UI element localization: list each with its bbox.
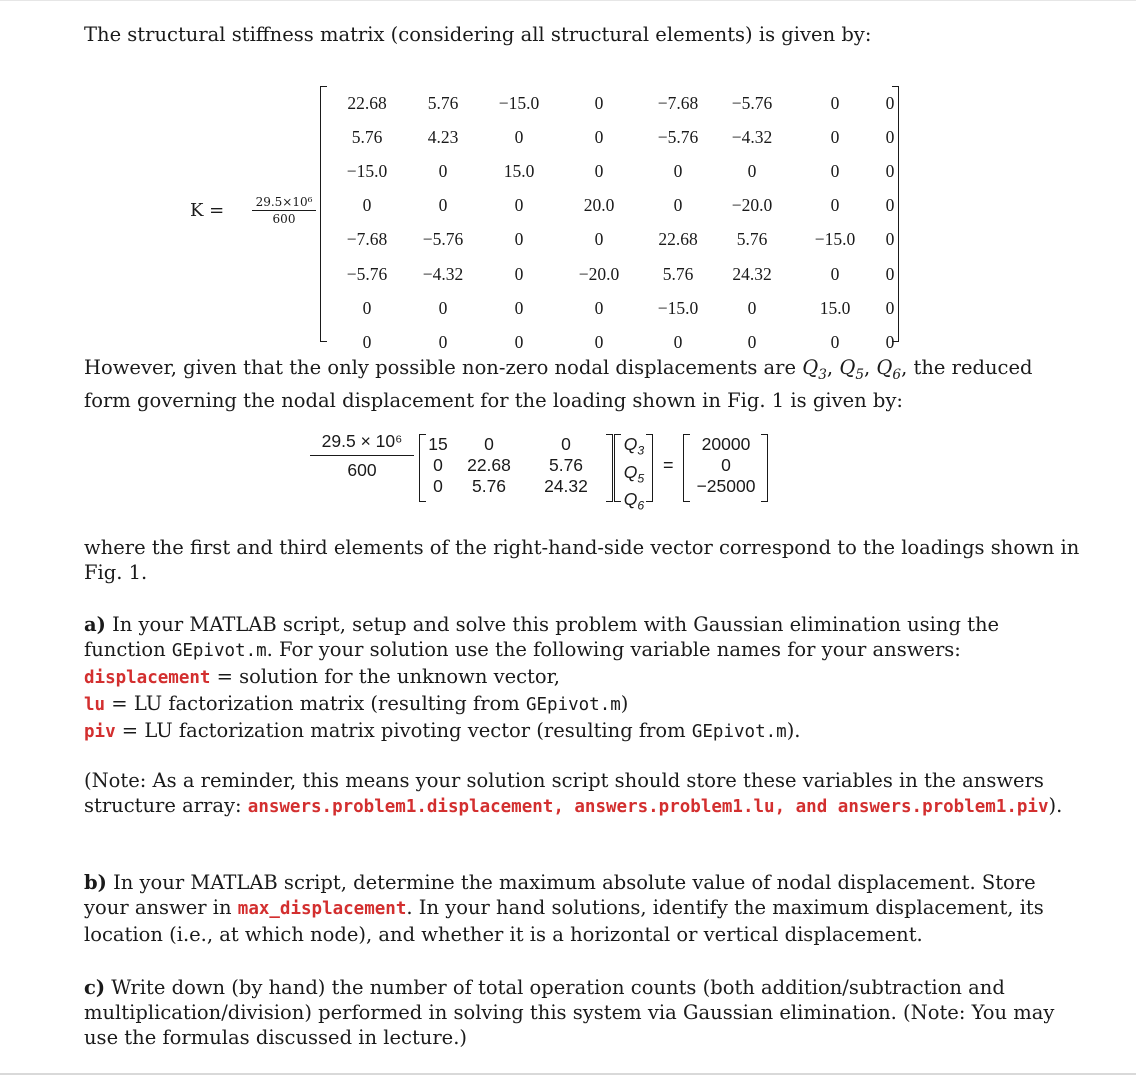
stiffness-row <box>326 257 896 291</box>
reduced-cell: 0 <box>561 434 571 454</box>
stiffness-row <box>326 154 896 188</box>
reduced-factor <box>310 431 414 481</box>
stiffness-cell: −15.0 <box>346 160 388 181</box>
stiffness-cell: 0 <box>885 195 895 216</box>
unknown-row <box>618 434 650 462</box>
stiffness-cell: 0 <box>747 297 757 318</box>
reduced-factor-denominator: 600 <box>347 460 377 480</box>
stiffness-cell: −15.0 <box>498 92 540 113</box>
reduced-cell: 0 <box>433 455 443 475</box>
part-c-text: Write down (by hand) the number of total operation counts (both addition/subtraction and multiplication/division) performed in solving this system via Gaussian elimination. (Note: You may use the formulas discussed in lecture.) <box>84 976 1055 1049</box>
stiffness-cell: 0 <box>362 195 372 216</box>
stiffness-cell: −15.0 <box>657 297 699 318</box>
q5-symbol: Q <box>839 356 856 379</box>
var-piv-desc-2: ). <box>786 719 801 742</box>
reduced-cell: 5.76 <box>548 455 584 475</box>
unknown-cell: $Q_3$ <box>623 434 645 458</box>
var-piv: piv <box>84 722 116 742</box>
rhs-row <box>688 434 764 455</box>
stiffness-cell: 0 <box>438 160 448 181</box>
stiffness-cell: −4.32 <box>731 126 773 147</box>
however-text-2: the reduced form governing the nodal displacement for the loading shown in Fig. 1 is given by: <box>84 356 1033 412</box>
var-displacement: displacement <box>84 668 211 688</box>
stiffness-cell: −5.76 <box>657 126 699 147</box>
var-displacement-desc: = solution for the unknown vector, <box>210 665 561 688</box>
stiffness-cell: −5.76 <box>422 229 464 250</box>
reduced-cell: 15 <box>428 434 448 454</box>
reduced-factor-numerator: 29.5 × 10⁶ <box>310 431 414 456</box>
stiffness-row <box>326 189 896 223</box>
part-a-matlab: MATLAB <box>189 613 277 636</box>
stiffness-cell: 0 <box>673 195 683 216</box>
stiffness-cell: 0 <box>830 126 840 147</box>
stiffness-cell: 0 <box>594 126 604 147</box>
part-c-paragraph <box>84 975 1084 1050</box>
stiffness-cell: 0 <box>885 160 895 181</box>
part-a-paragraph <box>84 612 1084 745</box>
q6-sub: 6 <box>892 366 902 383</box>
part-b-text-1: In your <box>106 871 191 894</box>
var-lu: lu <box>84 695 106 715</box>
stiffness-factor-denominator: 600 <box>272 212 296 226</box>
stiffness-cell: 0 <box>673 160 683 181</box>
rhs-cell: 0 <box>721 455 731 475</box>
rhs-row <box>688 455 764 476</box>
stiffness-row <box>326 223 896 257</box>
stiffness-cell: 0 <box>594 229 604 250</box>
note-text-2: ). <box>1048 794 1063 817</box>
stiffness-cell: 0 <box>514 263 524 284</box>
stiffness-cell: −5.76 <box>731 92 773 113</box>
part-a-text-3: . For your solution use the following variable names for your answers: <box>266 638 961 661</box>
rhs-row <box>688 476 764 497</box>
var-lu-func: GEpivot.m <box>525 695 621 715</box>
stiffness-cell: 0 <box>514 126 524 147</box>
part-b-text-3: . In your hand solutions, identify the maximum displacement, its location (i.e., at which node), and whether it is a horizontal or vertical displacement. <box>84 896 1044 946</box>
note-text-1: (Note: As a reminder, this means your solution script should store these variables in the answers structure array: <box>84 769 1044 817</box>
unknown-cell: $Q_5$ <box>623 461 645 485</box>
stiffness-cell: 0 <box>514 297 524 318</box>
intro-text: The structural stiffness matrix (considering all structural elements) is given by: <box>84 23 872 46</box>
stiffness-cell: 0 <box>885 92 895 113</box>
stiffness-cell: 0 <box>594 331 604 352</box>
stiffness-cell: 0 <box>594 92 604 113</box>
top-divider <box>0 0 1136 1</box>
stiffness-matrix <box>326 86 896 360</box>
var-piv-desc-1: = LU factorization matrix pivoting vector (resulting from <box>115 719 692 742</box>
stiffness-cell: 0 <box>885 229 895 250</box>
stiffness-cell: 0 <box>885 263 895 284</box>
stiffness-cell: 0 <box>830 160 840 181</box>
stiffness-cell: −7.68 <box>346 229 388 250</box>
rhs-cell: −25000 <box>696 476 756 496</box>
reduced-matrix <box>424 434 606 497</box>
unknown-row <box>618 489 650 517</box>
var-piv-func: GEpivot.m <box>691 722 787 742</box>
part-b-text-2: script, determine the maximum absolute value of nodal displacement. Store your answer in <box>84 871 1036 919</box>
reduced-cell: 24.32 <box>544 476 588 496</box>
stiffness-cell: 5.76 <box>427 92 459 113</box>
part-a-text-1: In your <box>105 613 190 636</box>
stiffness-cell: 0 <box>514 229 524 250</box>
var-lu-desc-1: = LU factorization matrix (resulting from <box>105 692 526 715</box>
rhs-cell: 20000 <box>701 434 751 454</box>
reduced-cell: 0 <box>484 434 494 454</box>
stiffness-cell: −7.68 <box>657 92 699 113</box>
part-c-label: c) <box>84 976 106 999</box>
stiffness-cell: 22.68 <box>347 92 387 113</box>
part-a-func: GEpivot.m <box>171 641 267 661</box>
stiffness-cell: 0 <box>438 297 448 318</box>
stiffness-cell: 0 <box>830 331 840 352</box>
however-paragraph: However, given that the only possible non-zero nodal displacements are $Q_3$, $Q_5$, $Q_6$, the reduced form governing the nodal displacement for the loading shown in Fig. 1 is given by: <box>84 356 1033 412</box>
stiffness-cell: 0 <box>514 195 524 216</box>
stiffness-cell: 5.76 <box>351 126 383 147</box>
stiffness-cell: −5.76 <box>346 263 388 284</box>
unknown-row <box>618 462 650 490</box>
however-text-1: However, given that the only possible non-zero nodal displacements are <box>84 356 803 379</box>
stiffness-cell: 0 <box>438 331 448 352</box>
stiffness-label: K = <box>190 200 225 221</box>
stiffness-cell: 0 <box>438 195 448 216</box>
stiffness-cell: 0 <box>594 297 604 318</box>
stiffness-cell: −20.0 <box>731 195 773 216</box>
stiffness-cell: 0 <box>747 331 757 352</box>
stiffness-cell: 24.32 <box>732 263 772 284</box>
reduced-row <box>424 476 606 497</box>
stiffness-cell: 0 <box>885 331 895 352</box>
stiffness-cell: 0 <box>830 263 840 284</box>
part-a-label: a) <box>84 613 106 636</box>
part-b-paragraph <box>84 870 1084 947</box>
stiffness-cell: 15.0 <box>503 160 535 181</box>
stiffness-cell: 0 <box>747 160 757 181</box>
reduced-cell: 22.68 <box>467 455 511 475</box>
part-b-label: b) <box>84 871 107 894</box>
stiffness-cell: 0 <box>673 331 683 352</box>
unknowns-vector <box>618 434 650 517</box>
reduced-row <box>424 455 606 476</box>
stiffness-cell: 0 <box>362 331 372 352</box>
reduced-cell: 5.76 <box>471 476 507 496</box>
stiffness-cell: −15.0 <box>814 229 856 250</box>
q3-sub: 3 <box>818 366 827 383</box>
stiffness-cell: 20.0 <box>583 195 615 216</box>
stiffness-cell: 0 <box>885 126 895 147</box>
stiffness-cell: 4.23 <box>427 126 459 147</box>
part-b-matlab: MATLAB <box>190 871 278 894</box>
var-max-displacement: max_displacement <box>237 899 407 919</box>
stiffness-cell: 0 <box>885 297 895 318</box>
stiffness-cell: 0 <box>362 297 372 318</box>
stiffness-cell: 5.76 <box>736 229 768 250</box>
stiffness-factor <box>252 195 316 226</box>
stiffness-cell: 15.0 <box>819 297 851 318</box>
stiffness-row <box>326 86 896 120</box>
q6-symbol: Q <box>876 356 893 379</box>
unknown-cell: $Q_6$ <box>623 489 645 513</box>
stiffness-cell: 0 <box>594 160 604 181</box>
part-a-text-2: script, setup and solve this problem with Gaussian elimination using the function <box>84 613 1000 661</box>
rhs-vector <box>688 434 764 497</box>
stiffness-cell: 5.76 <box>662 263 694 284</box>
var-lu-desc-2: ) <box>620 692 629 715</box>
note-code: answers.problem1.displacement, answers.problem1.lu, and answers.problem1.piv <box>247 797 1049 817</box>
stiffness-cell: 22.68 <box>658 229 698 250</box>
equals-sign: = <box>663 455 674 475</box>
q5-sub: 5 <box>855 366 865 383</box>
stiffness-row <box>326 291 896 325</box>
stiffness-cell: 0 <box>830 195 840 216</box>
stiffness-cell: 0 <box>514 331 524 352</box>
reduced-row <box>424 434 606 455</box>
note-paragraph <box>84 768 1084 820</box>
stiffness-cell: −20.0 <box>578 263 620 284</box>
stiffness-cell: −4.32 <box>422 263 464 284</box>
stiffness-row <box>326 120 896 154</box>
where-paragraph: where the first and third elements of the right-hand-side vector correspond to the loadings shown in Fig. 1. <box>84 536 1080 584</box>
stiffness-factor-numerator: 29.5×10⁶ <box>252 195 316 211</box>
stiffness-cell: 0 <box>830 92 840 113</box>
q3-symbol: Q <box>802 356 819 379</box>
reduced-cell: 0 <box>433 476 443 496</box>
reduced-matrix-right-bracket <box>606 434 613 502</box>
